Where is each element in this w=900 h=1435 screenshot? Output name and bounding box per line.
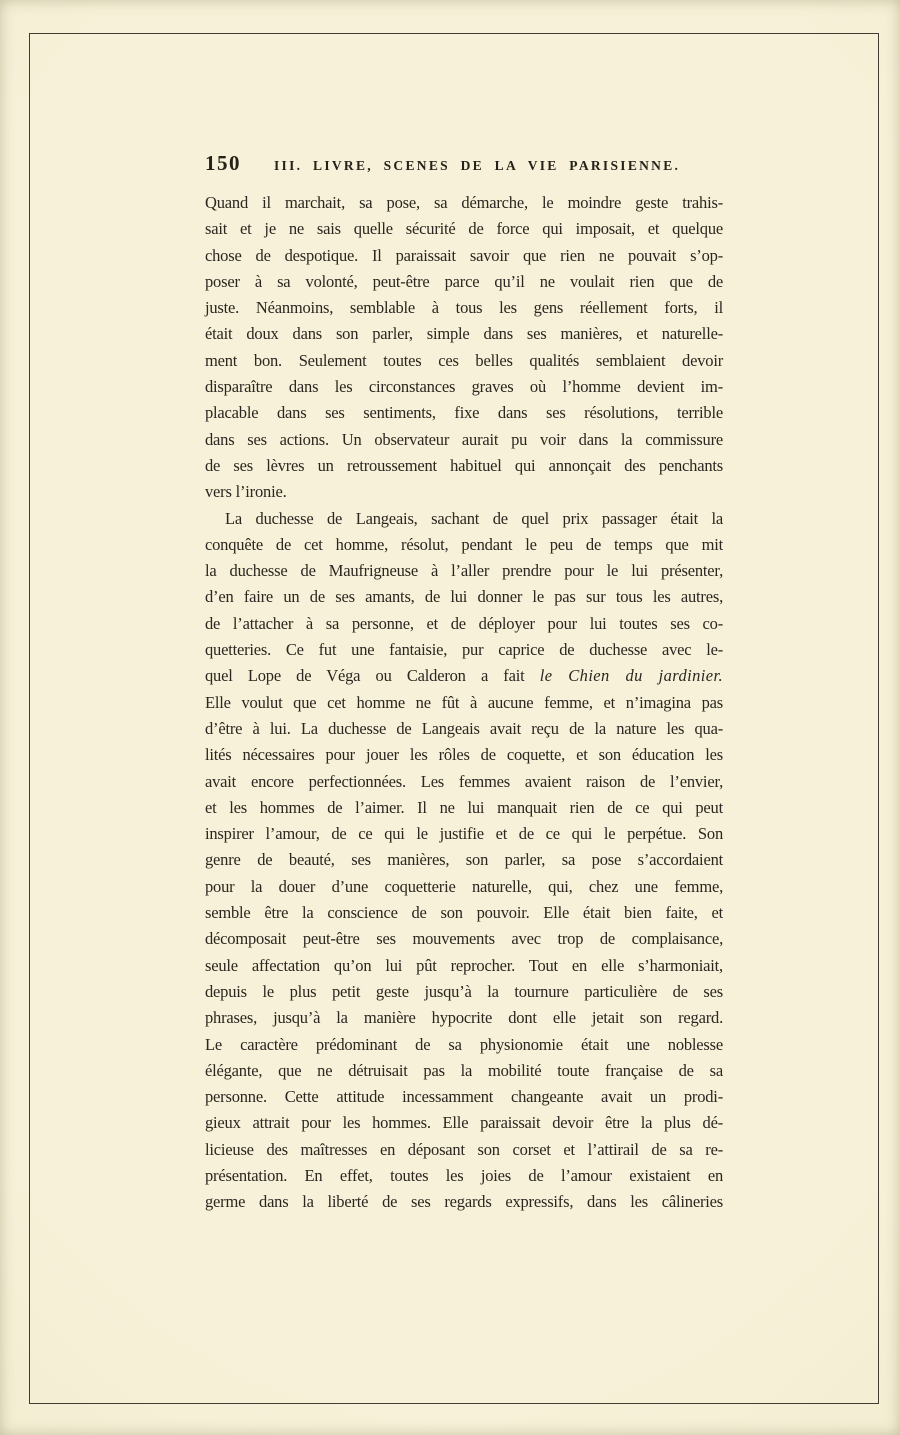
text-segment: depuis le plus petit geste jusqu’à la tournure particulière de ses	[205, 981, 723, 1001]
text-segment: inspirer l’amour, de ce qui le justifie et de ce qui le perpétue. Son	[205, 824, 723, 844]
text-line	[205, 216, 723, 242]
text-segment: sait et je ne sais quelle sécurité de force qui imposait, et quelque	[205, 219, 723, 239]
text-line	[205, 926, 723, 952]
text-segment: Quand il marchait, sa pose, sa démarche, le moindre geste trahis-	[205, 193, 723, 212]
text-line	[205, 900, 723, 926]
text-segment: et les hommes de l’aimer. Il ne lui manquait rien de ce qui peut	[205, 797, 723, 817]
text-line	[205, 1137, 723, 1163]
body-text	[205, 190, 723, 1216]
text-line	[205, 742, 723, 768]
text-line	[205, 847, 723, 873]
text-line	[205, 506, 723, 532]
text-line	[205, 1189, 723, 1215]
text-line	[205, 1084, 723, 1110]
text-line	[205, 243, 723, 269]
text-line	[205, 1163, 723, 1189]
text-segment: personne. Cette attitude incessamment changeante avait un prodi-	[205, 1087, 723, 1107]
text-segment: élégante, que ne détruisait pas la mobilité toute française de sa	[205, 1060, 723, 1080]
text-line	[205, 1110, 723, 1136]
text-segment: phrases, jusqu’à la manière hypocrite dont elle jetait son regard.	[205, 1008, 723, 1028]
text-segment: dans ses actions. Un observateur aurait pu voir dans la commissure	[205, 429, 723, 449]
text-line	[205, 374, 723, 400]
text-line	[205, 1058, 723, 1084]
text-segment: Le caractère prédominant de sa physionomie était une noblesse	[205, 1034, 723, 1054]
text-segment: pour la douer d’une coquetterie naturelle, qui, chez une femme,	[205, 876, 723, 896]
text-segment: conquête de cet homme, résolut, pendant le peu de temps que mit	[205, 534, 723, 554]
text-line	[205, 1005, 723, 1031]
text-segment: la duchesse de Maufrigneuse à l’aller prendre pour le lui présenter,	[205, 561, 723, 581]
text-line	[205, 348, 723, 374]
text-line	[205, 295, 723, 321]
text-segment: d’en faire un de ses amants, de lui donner le pas sur tous les autres,	[205, 587, 723, 607]
text-line	[205, 795, 723, 821]
text-segment: genre de beauté, ses manières, son parler, sa pose s’accordaient	[205, 850, 723, 870]
text-segment: de ses lèvres un retroussement habituel qui annonçait des penchants	[205, 455, 723, 475]
text-segment: La duchesse de Langeais, sachant de quel prix passager était la	[225, 508, 723, 528]
text-segment: de l’attacher à sa personne, et de déployer pour lui toutes ses co-	[205, 613, 723, 633]
text-segment: quel Lope de Véga ou Calderon a fait	[205, 666, 540, 686]
text-line	[205, 400, 723, 426]
text-line	[205, 611, 723, 637]
page-header	[205, 151, 723, 176]
text-line	[205, 532, 723, 558]
text-segment: Elle voulut que cet homme ne fût à aucune femme, et n’imagina pas	[205, 692, 723, 712]
text-segment: était doux dans son parler, simple dans ses manières, et naturelle-	[205, 324, 723, 344]
text-line	[205, 874, 723, 900]
text-line	[205, 716, 723, 742]
text-line	[205, 427, 723, 453]
text-line	[205, 953, 723, 979]
text-segment: vers l’ironie.	[205, 482, 287, 502]
text-line	[205, 584, 723, 610]
running-title: III. LIVRE, SCENES DE LA VIE PARISIENNE.	[274, 158, 681, 173]
text-line	[205, 558, 723, 584]
page-number: 150	[205, 151, 241, 175]
text-line	[205, 479, 723, 505]
text-line	[205, 663, 723, 689]
text-segment: disparaître dans les circonstances graves où l’homme devient im-	[205, 377, 723, 397]
text-segment: seule affectation qu’on lui pût reprocher. Tout en elle s’harmoniait,	[205, 955, 723, 975]
text-segment: ment bon. Seulement toutes ces belles qualités semblaient devoir	[205, 350, 723, 370]
text-line	[205, 637, 723, 663]
text-line	[205, 690, 723, 716]
text-segment: présentation. En effet, toutes les joies de l’amour existaient en	[205, 1165, 723, 1185]
book-title-italic: le Chien du jardinier.	[539, 666, 723, 686]
text-line	[205, 321, 723, 347]
text-segment: juste. Néanmoins, semblable à tous les gens réellement forts, il	[205, 298, 723, 318]
text-line	[205, 1032, 723, 1058]
text-line	[205, 190, 723, 216]
text-segment: lités nécessaires pour jouer les rôles de coquette, et son éducation les	[205, 745, 723, 765]
text-segment: semble être la conscience de son pouvoir. Elle était bien faite, et	[205, 903, 723, 923]
text-line	[205, 269, 723, 295]
text-segment: chose de despotique. Il paraissait savoir que rien ne pouvait s’op-	[205, 245, 723, 265]
text-segment: décomposait peut-être ses mouvements avec trop de complaisance,	[205, 929, 723, 949]
text-line	[205, 453, 723, 479]
text-line	[205, 979, 723, 1005]
text-segment: gieux attrait pour les hommes. Elle paraissait devoir être la plus dé-	[205, 1113, 723, 1133]
text-line	[205, 769, 723, 795]
text-segment: avait encore perfectionnées. Les femmes avaient raison de l’envier,	[205, 771, 723, 791]
text-line	[205, 821, 723, 847]
text-segment: d’être à lui. La duchesse de Langeais avait reçu de la nature les qua-	[205, 718, 723, 738]
text-segment: poser à sa volonté, peut-être parce qu’il ne voulait rien que de	[205, 271, 723, 291]
text-segment: quetteries. Ce fut une fantaisie, pur caprice de duchesse avec le-	[205, 640, 723, 660]
text-segment: licieuse des maîtresses en déposant son corset et l’attirail de sa re-	[205, 1139, 723, 1159]
text-segment: placable dans ses sentiments, fixe dans ses résolutions, terrible	[205, 403, 723, 423]
text-segment: germe dans la liberté de ses regards expressifs, dans les câlineries	[205, 1192, 723, 1212]
